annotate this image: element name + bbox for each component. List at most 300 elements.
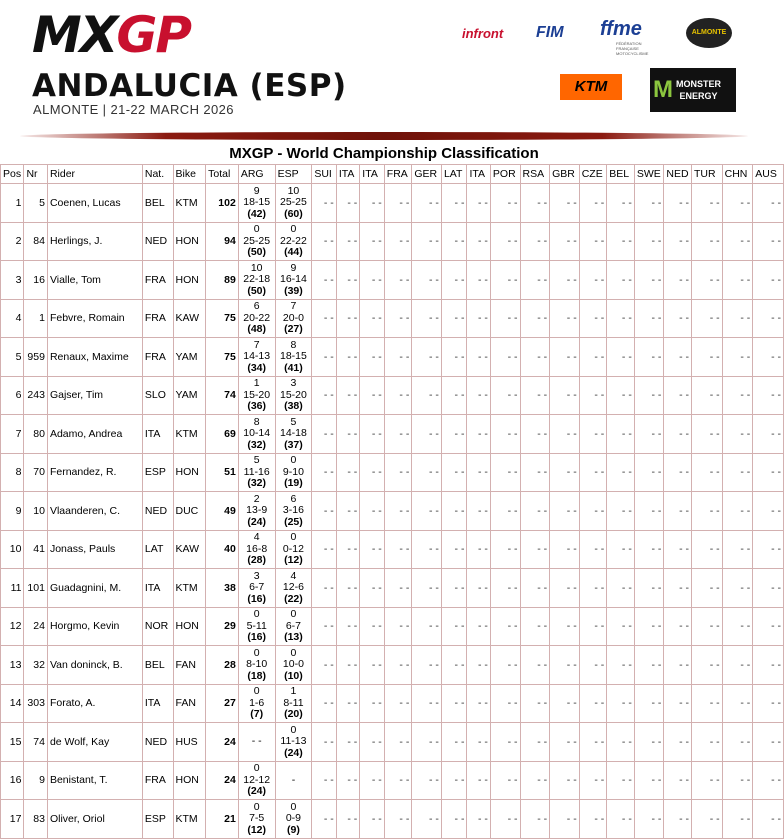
cell-bike: DUC: [173, 492, 206, 531]
cell-empty-aus: - -: [753, 607, 784, 646]
cell-nr: 83: [24, 800, 47, 839]
cell-empty-fra: - -: [384, 800, 412, 839]
cell-empty-gbr: - -: [550, 415, 580, 454]
cell-bike: HUS: [173, 723, 206, 762]
col-round-sui[interactable]: SUI: [312, 165, 337, 184]
col-round-ita[interactable]: ITA: [360, 165, 385, 184]
cell-nr: 24: [24, 607, 47, 646]
ffme-logo: ffme: [600, 18, 642, 40]
cell-empty-rsa: - -: [520, 723, 550, 762]
cell-empty-gbr: - -: [550, 646, 580, 685]
col-round-gbr[interactable]: GBR: [550, 165, 580, 184]
cell-empty-cze: - -: [579, 569, 607, 608]
moto-points: 1-6: [249, 696, 265, 709]
moto-points: -: [291, 773, 296, 786]
cell-empty-sui: - -: [312, 376, 337, 415]
cell-empty-ita: - -: [336, 222, 359, 261]
cell-empty-swe: - -: [634, 723, 664, 762]
col-round-arg[interactable]: ARG: [238, 165, 275, 184]
cell-empty-ita: - -: [467, 184, 490, 223]
cell-result-arg: [238, 453, 275, 492]
round-total: (27): [284, 323, 303, 335]
col-round-swe[interactable]: SWE: [634, 165, 664, 184]
cell-empty-ita: - -: [467, 299, 490, 338]
cell-bike: HON: [173, 761, 206, 800]
cell-empty-ned: - -: [664, 530, 692, 569]
cell-empty-swe: - -: [634, 453, 664, 492]
cell-nr: 101: [24, 569, 47, 608]
cell-empty-rsa: - -: [520, 569, 550, 608]
col-nat[interactable]: Nat.: [142, 165, 173, 184]
cell-empty-rsa: - -: [520, 184, 550, 223]
cell-result-arg: [238, 646, 275, 685]
cell-empty-ita: - -: [467, 607, 490, 646]
cell-empty-rsa: - -: [520, 607, 550, 646]
cell-pos: 6: [1, 376, 24, 415]
col-round-cze[interactable]: CZE: [579, 165, 607, 184]
cell-empty-ita: - -: [336, 376, 359, 415]
cell-empty-fra: - -: [384, 222, 412, 261]
cell-empty-lat: - -: [441, 492, 467, 531]
bonus-points: 0: [253, 608, 260, 620]
cell-rider: Adamo, Andrea: [47, 415, 142, 454]
col-round-ita[interactable]: ITA: [467, 165, 490, 184]
cell-empty-aus: - -: [753, 800, 784, 839]
infront-logo: infront: [462, 26, 504, 41]
cell-empty-cze: - -: [579, 184, 607, 223]
cell-empty-ned: - -: [664, 607, 692, 646]
cell-empty-aus: - -: [753, 222, 784, 261]
cell-nat: NED: [142, 492, 173, 531]
cell-nr: 243: [24, 376, 47, 415]
moto-points: 14-13: [243, 350, 271, 362]
cell-empty-swe: - -: [634, 338, 664, 377]
moto-points: 6-7: [285, 619, 302, 632]
cell-result-arg: [238, 530, 275, 569]
cell-result-arg: [238, 415, 275, 454]
col-pos[interactable]: Pos: [1, 165, 24, 184]
cell-empty-rsa: - -: [520, 453, 550, 492]
table-row[interactable]: [1, 453, 784, 492]
table-row[interactable]: [1, 723, 784, 762]
cell-empty-ned: - -: [664, 299, 692, 338]
fim-logo: FIM: [536, 24, 564, 41]
cell-empty-ned: - -: [664, 222, 692, 261]
table-row[interactable]: [1, 299, 784, 338]
cell-empty-sui: - -: [312, 684, 337, 723]
col-round-ita[interactable]: ITA: [336, 165, 359, 184]
round-total: (10): [284, 669, 303, 682]
round-total: (28): [247, 554, 267, 566]
cell-empty-sui: - -: [312, 723, 337, 762]
cell-empty-chn: - -: [722, 299, 753, 338]
bonus-points: 4: [290, 569, 297, 582]
cell-nat: BEL: [142, 646, 173, 685]
cell-empty-swe: - -: [634, 492, 664, 531]
cell-result-esp: [275, 646, 312, 685]
cell-empty-ita: - -: [336, 415, 359, 454]
cell-empty-swe: - -: [634, 184, 664, 223]
cell-empty-swe: - -: [634, 569, 664, 608]
round-total: (24): [247, 515, 267, 528]
col-round-ned[interactable]: NED: [664, 165, 692, 184]
moto-points: 11-13: [280, 735, 307, 747]
round-total: (50): [247, 246, 267, 258]
col-round-rsa[interactable]: RSA: [520, 165, 550, 184]
cell-total: 24: [206, 761, 239, 800]
table-row[interactable]: [1, 415, 784, 454]
cell-empty-por: - -: [490, 800, 520, 839]
cell-nat: LAT: [142, 530, 173, 569]
round-total: (16): [247, 592, 267, 605]
cell-empty-por: - -: [490, 376, 520, 415]
cell-empty-swe: - -: [634, 299, 664, 338]
moto-points: 22-18: [243, 273, 271, 285]
bonus-points: 0: [290, 800, 297, 813]
cell-rider: Benistant, T.: [47, 761, 142, 800]
col-rider[interactable]: Rider: [47, 165, 142, 184]
cell-empty-aus: - -: [753, 684, 784, 723]
bonus-points: 3: [290, 377, 297, 389]
moto-points: 14-18: [280, 427, 307, 439]
cell-nr: 32: [24, 646, 47, 685]
table-row[interactable]: [1, 222, 784, 261]
cell-empty-ger: - -: [412, 415, 442, 454]
cell-empty-ita: - -: [336, 299, 359, 338]
cell-empty-ita: - -: [360, 453, 385, 492]
cell-empty-lat: - -: [441, 222, 467, 261]
bonus-points: 0: [253, 685, 260, 697]
cell-total: 49: [206, 492, 239, 531]
cell-empty-sui: - -: [312, 607, 337, 646]
cell-empty-ger: - -: [412, 492, 442, 531]
table-row[interactable]: [1, 800, 784, 839]
table-row[interactable]: [1, 376, 784, 415]
cell-empty-ger: - -: [412, 800, 442, 839]
moto-points: 16-14: [280, 273, 307, 285]
table-row[interactable]: [1, 761, 784, 800]
table-row[interactable]: [1, 338, 784, 377]
round-total: (16): [247, 631, 267, 643]
cell-empty-ita: - -: [360, 723, 385, 762]
cell-empty-fra: - -: [384, 261, 412, 300]
cell-empty-ita: - -: [336, 184, 359, 223]
cell-empty-sui: - -: [312, 646, 337, 685]
cell-result-arg: [238, 684, 275, 723]
cell-empty-ita: - -: [467, 761, 490, 800]
cell-empty-tur: - -: [691, 338, 722, 377]
cell-empty-ita: - -: [467, 376, 490, 415]
cell-empty-tur: - -: [691, 184, 722, 223]
table-row[interactable]: [1, 530, 784, 569]
table-row[interactable]: [1, 184, 784, 223]
col-round-fra[interactable]: FRA: [384, 165, 412, 184]
round-total: (37): [284, 438, 303, 451]
table-row[interactable]: [1, 492, 784, 531]
cell-empty-rsa: - -: [520, 800, 550, 839]
cell-empty-ger: - -: [412, 723, 442, 762]
moto-points: 8-10: [246, 658, 268, 670]
round-total: (18): [247, 669, 267, 682]
bonus-points: 1: [290, 685, 297, 697]
cell-empty-aus: - -: [753, 376, 784, 415]
cell-total: 24: [206, 723, 239, 762]
cell-bike: FAN: [173, 646, 206, 685]
cell-bike: KTM: [173, 184, 206, 223]
cell-empty-ned: - -: [664, 338, 692, 377]
cell-empty-swe: - -: [634, 800, 664, 839]
cell-empty-lat: - -: [441, 607, 467, 646]
cell-total: 94: [206, 222, 239, 261]
logo-mx-text: MX: [32, 6, 117, 64]
cell-empty-ned: - -: [664, 184, 692, 223]
logo-gp-text: GP: [116, 6, 190, 64]
cell-empty-sui: - -: [312, 338, 337, 377]
cell-empty-chn: - -: [722, 338, 753, 377]
cell-rider: de Wolf, Kay: [47, 723, 142, 762]
cell-empty-swe: - -: [634, 415, 664, 454]
bonus-points: 0: [290, 646, 297, 659]
bonus-points: 9: [253, 184, 260, 197]
cell-result-arg: [238, 607, 275, 646]
moto-points: 18-15: [243, 196, 271, 208]
cell-empty-cze: - -: [579, 800, 607, 839]
moto-points: 0-12: [282, 542, 304, 555]
cell-empty-sui: - -: [312, 492, 337, 531]
cell-empty-lat: - -: [441, 530, 467, 569]
cell-nr: 959: [24, 338, 47, 377]
cell-empty-cze: - -: [579, 684, 607, 723]
round-total: (20): [284, 708, 303, 720]
cell-empty-swe: - -: [634, 646, 664, 685]
mxgp-logo: [32, 6, 190, 64]
cell-bike: YAM: [173, 338, 206, 377]
moto-points: - -: [251, 735, 262, 747]
cell-empty-fra: - -: [384, 184, 412, 223]
cell-total: 38: [206, 569, 239, 608]
cell-empty-rsa: - -: [520, 684, 550, 723]
cell-result-esp: [275, 530, 312, 569]
cell-bike: KTM: [173, 415, 206, 454]
cell-rider: Van doninck, B.: [47, 646, 142, 685]
table-row[interactable]: [1, 569, 784, 608]
cell-empty-chn: - -: [722, 607, 753, 646]
cell-empty-ger: - -: [412, 453, 442, 492]
bonus-points: 4: [253, 531, 260, 543]
cell-empty-sui: - -: [312, 569, 337, 608]
moto-points: 10-0: [282, 658, 304, 670]
cell-empty-fra: - -: [384, 376, 412, 415]
bonus-points: 10: [250, 261, 263, 274]
cell-empty-chn: - -: [722, 492, 753, 531]
cell-result-esp: [275, 184, 312, 223]
brush-divider: [20, 132, 748, 140]
cell-empty-swe: - -: [634, 761, 664, 800]
cell-empty-ita: - -: [360, 299, 385, 338]
col-bike[interactable]: Bike: [173, 165, 206, 184]
cell-empty-swe: - -: [634, 684, 664, 723]
cell-empty-tur: - -: [691, 761, 722, 800]
cell-empty-ita: - -: [360, 530, 385, 569]
cell-empty-bel: - -: [607, 376, 635, 415]
cell-empty-gbr: - -: [550, 338, 580, 377]
cell-empty-por: - -: [490, 338, 520, 377]
cell-empty-ita: - -: [360, 261, 385, 300]
cell-result-arg: [238, 569, 275, 608]
bonus-points: 2: [253, 492, 260, 505]
cell-empty-fra: - -: [384, 723, 412, 762]
cell-result-arg: [238, 492, 275, 531]
cell-empty-chn: - -: [722, 761, 753, 800]
cell-empty-sui: - -: [312, 530, 337, 569]
cell-empty-ita: - -: [467, 338, 490, 377]
cell-empty-tur: - -: [691, 453, 722, 492]
cell-empty-aus: - -: [753, 761, 784, 800]
table-row[interactable]: [1, 261, 784, 300]
cell-empty-gbr: - -: [550, 800, 580, 839]
cell-total: 75: [206, 338, 239, 377]
cell-empty-rsa: - -: [520, 646, 550, 685]
moto-points: 13-9: [246, 504, 268, 516]
col-nr[interactable]: Nr: [24, 165, 47, 184]
round-total: (7): [250, 708, 264, 720]
bonus-points: 0: [290, 223, 297, 235]
cell-nr: 41: [24, 530, 47, 569]
cell-empty-ita: - -: [467, 569, 490, 608]
col-round-chn[interactable]: CHN: [722, 165, 753, 184]
cell-pos: 9: [1, 492, 24, 531]
cell-empty-ita: - -: [467, 222, 490, 261]
cell-empty-por: - -: [490, 261, 520, 300]
moto-points: 15-20: [243, 388, 271, 401]
col-round-lat[interactable]: LAT: [441, 165, 467, 184]
round-total: (12): [284, 554, 303, 566]
cell-empty-rsa: - -: [520, 299, 550, 338]
header-row: [1, 165, 784, 184]
col-round-aus[interactable]: AUS: [753, 165, 784, 184]
bonus-points: 0: [253, 223, 260, 235]
cell-result-arg: [238, 222, 275, 261]
cell-empty-bel: - -: [607, 646, 635, 685]
cell-nat: FRA: [142, 299, 173, 338]
table-row[interactable]: [1, 646, 784, 685]
bonus-points: 8: [290, 338, 297, 351]
col-round-bel[interactable]: BEL: [607, 165, 635, 184]
round-total: (13): [284, 631, 303, 643]
cell-empty-gbr: - -: [550, 184, 580, 223]
cell-nr: 303: [24, 684, 47, 723]
cell-empty-rsa: - -: [520, 261, 550, 300]
cell-empty-sui: - -: [312, 453, 337, 492]
col-round-por[interactable]: POR: [490, 165, 520, 184]
cell-empty-ita: - -: [360, 761, 385, 800]
bonus-points: 8: [253, 415, 260, 428]
cell-empty-chn: - -: [722, 261, 753, 300]
col-total[interactable]: Total: [206, 165, 239, 184]
cell-empty-gbr: - -: [550, 761, 580, 800]
cell-result-arg: [238, 376, 275, 415]
cell-total: 51: [206, 453, 239, 492]
cell-nat: NOR: [142, 607, 173, 646]
table-row[interactable]: [1, 684, 784, 723]
cell-empty-por: - -: [490, 492, 520, 531]
cell-empty-por: - -: [490, 684, 520, 723]
col-round-ger[interactable]: GER: [412, 165, 442, 184]
cell-empty-chn: - -: [722, 684, 753, 723]
cell-bike: HON: [173, 453, 206, 492]
col-round-tur[interactable]: TUR: [691, 165, 722, 184]
cell-pos: 12: [1, 607, 24, 646]
cell-empty-lat: - -: [441, 723, 467, 762]
cell-empty-ger: - -: [412, 761, 442, 800]
cell-pos: 14: [1, 684, 24, 723]
cell-nat: ITA: [142, 684, 173, 723]
cell-empty-aus: - -: [753, 453, 784, 492]
cell-nr: 9: [24, 761, 47, 800]
event-subtitle: ALMONTE | 21-22 MARCH 2026: [33, 102, 234, 117]
moto-points: 18-15: [280, 350, 307, 362]
cell-empty-bel: - -: [607, 800, 635, 839]
cell-empty-por: - -: [490, 415, 520, 454]
round-total: (50): [247, 284, 267, 297]
cell-empty-aus: - -: [753, 723, 784, 762]
cell-result-esp: [275, 299, 312, 338]
cell-empty-ned: - -: [664, 453, 692, 492]
cell-empty-gbr: - -: [550, 299, 580, 338]
cell-empty-por: - -: [490, 646, 520, 685]
moto-points: 11-16: [243, 465, 270, 478]
cell-nr: 10: [24, 492, 47, 531]
moto-points: 20-0: [282, 311, 304, 324]
cell-empty-tur: - -: [691, 684, 722, 723]
cell-empty-ned: - -: [664, 415, 692, 454]
cell-empty-rsa: - -: [520, 530, 550, 569]
cell-empty-ita: - -: [336, 723, 359, 762]
cell-empty-ita: - -: [360, 415, 385, 454]
bonus-points: 0: [290, 723, 297, 736]
cell-empty-gbr: - -: [550, 261, 580, 300]
bonus-points: 0: [253, 800, 260, 813]
cell-empty-cze: - -: [579, 607, 607, 646]
round-total: (38): [284, 400, 303, 412]
cell-rider: Febvre, Romain: [47, 299, 142, 338]
cell-empty-tur: - -: [691, 530, 722, 569]
cell-total: 21: [206, 800, 239, 839]
cell-empty-ita: - -: [360, 492, 385, 531]
cell-result-esp: [275, 453, 312, 492]
cell-total: 28: [206, 646, 239, 685]
bonus-points: 1: [253, 377, 260, 389]
col-round-esp[interactable]: ESP: [275, 165, 312, 184]
event-title: ANDALUCIA (ESP): [32, 68, 347, 104]
cell-bike: KAW: [173, 299, 206, 338]
cell-empty-aus: - -: [753, 338, 784, 377]
cell-empty-gbr: - -: [550, 723, 580, 762]
cell-empty-cze: - -: [579, 415, 607, 454]
bonus-points: 0: [290, 531, 297, 543]
cell-empty-por: - -: [490, 299, 520, 338]
cell-empty-ger: - -: [412, 299, 442, 338]
cell-empty-fra: - -: [384, 607, 412, 646]
cell-empty-fra: - -: [384, 530, 412, 569]
cell-empty-lat: - -: [441, 299, 467, 338]
bonus-points: 0: [253, 762, 260, 774]
cell-empty-swe: - -: [634, 607, 664, 646]
cell-pos: 5: [1, 338, 24, 377]
cell-empty-aus: - -: [753, 299, 784, 338]
cell-total: 75: [206, 299, 239, 338]
table-row[interactable]: [1, 607, 784, 646]
